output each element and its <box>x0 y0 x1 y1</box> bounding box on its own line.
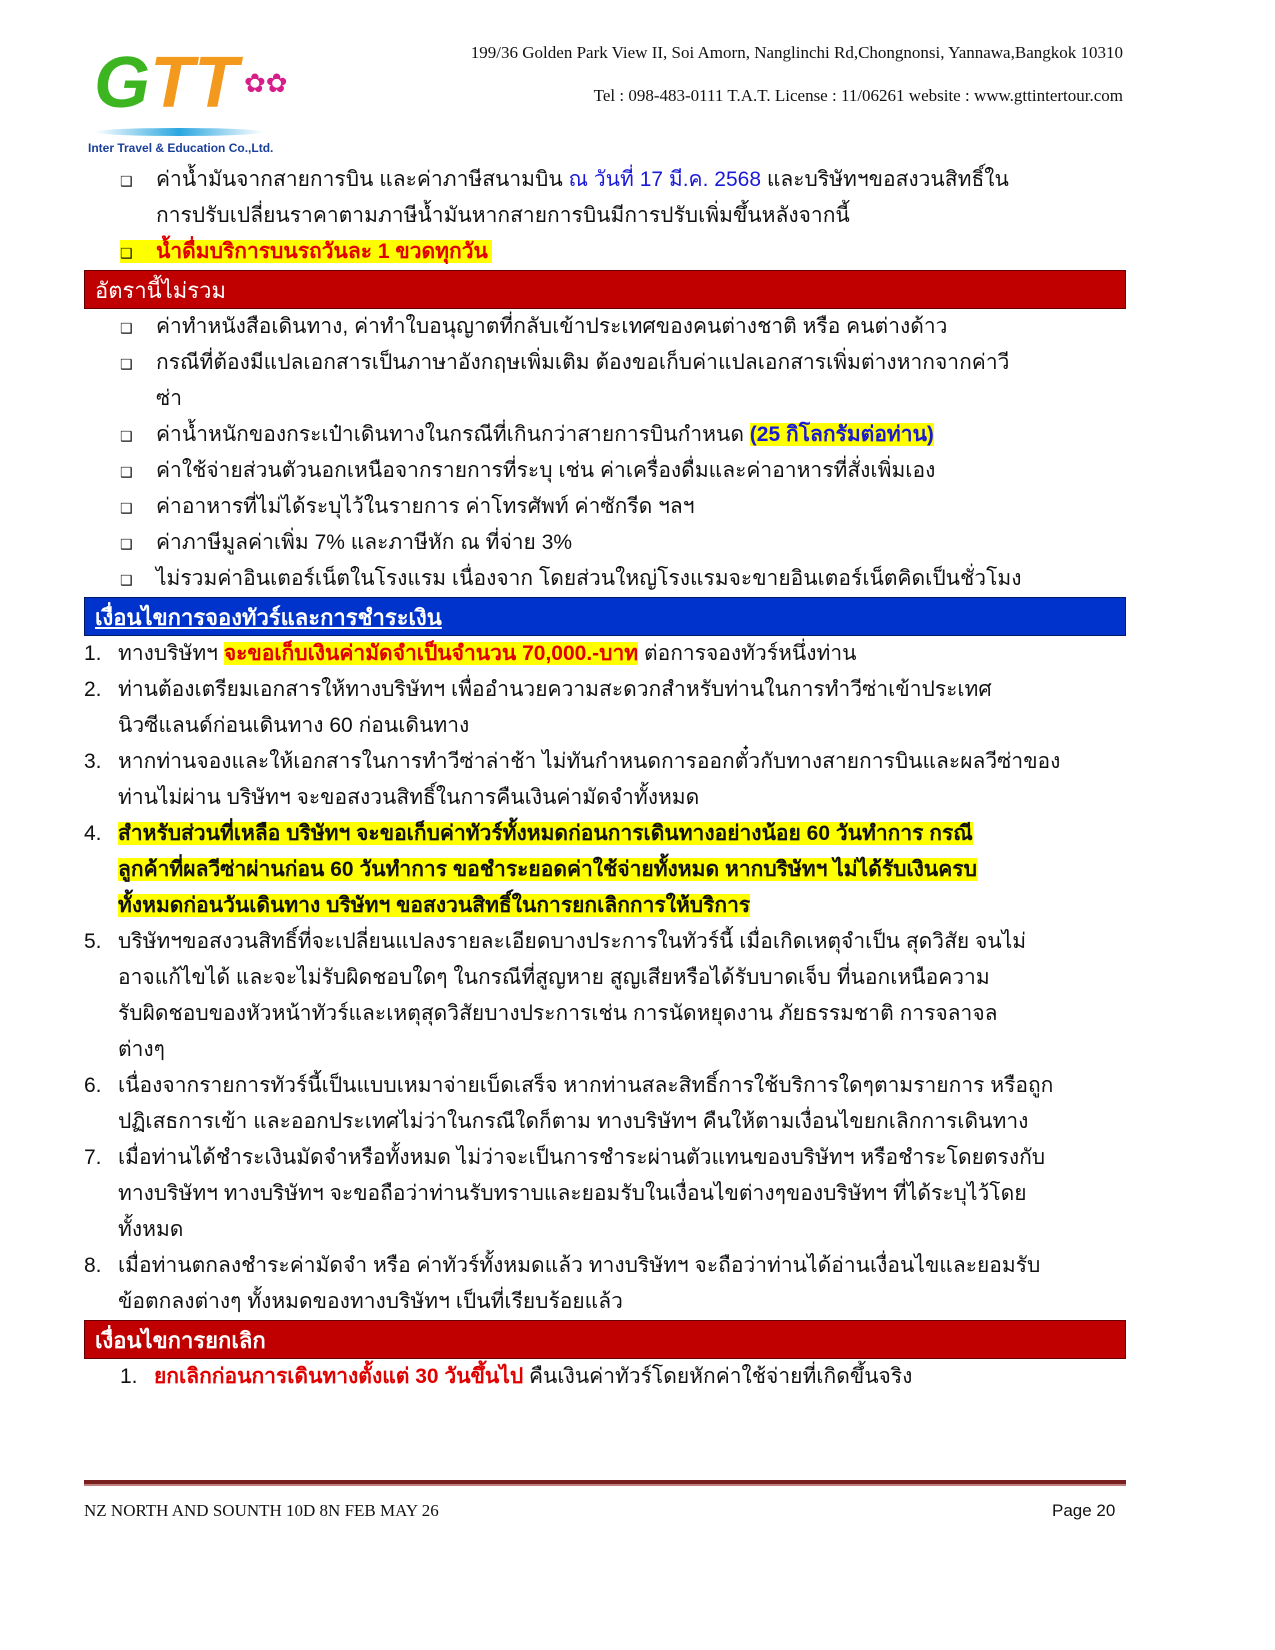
list-item <box>84 453 1126 489</box>
list-item <box>84 345 1126 381</box>
item-text: ค่าน้ำมันจากสายการบิน และค่าภาษีสนามบิน <box>156 168 569 191</box>
logo-mark <box>94 40 288 126</box>
checkbox-bullet-icon: ❑ <box>120 464 133 480</box>
item-text: สำหรับส่วนที่เหลือ บริษัทฯ จะขอเก็บค่าทัวร์ทั้งหมดก่อนการเดินทางอย่างน้อย 60 วันทำการ กรณี <box>118 822 973 845</box>
numbered-item <box>84 816 1126 852</box>
checkbox-bullet-icon: ❑ <box>120 356 133 372</box>
item-number: 1. <box>84 642 102 665</box>
item-text: กรณีที่ต้องมีแปลเอกสารเป็นภาษาอังกฤษเพิ่มเติม ต้องขอเก็บค่าแปลเอกสารเพิ่มต่างหากจากค่าวี <box>156 351 1010 374</box>
item-number: 5. <box>84 930 102 953</box>
item-date: ณ วันที่ 17 มี.ค. 2568 <box>568 168 761 191</box>
item-text: คืนเงินค่าทัวร์โดยหักค่าใช้จ่ายที่เกิดขึ้นจริง <box>523 1365 913 1388</box>
list-item-continued: ซ่า <box>156 387 183 410</box>
numbered-item <box>84 672 1126 708</box>
checkbox-bullet-icon: ❑ <box>120 536 133 552</box>
company-name: Inter Travel & Education Co.,Ltd. <box>88 141 274 155</box>
item-text: ต่อการจองทัวร์หนึ่งท่าน <box>638 642 857 665</box>
item-text: เนื่องจากรายการทัวร์นี้เป็นแบบเหมาจ่ายเบ็ดเสร็จ หากท่านสละสิทธิ์การใช้บริการใดๆตามรายการ หรือถูก <box>118 1074 1054 1097</box>
list-item <box>84 234 1126 270</box>
item-line <box>84 888 1126 924</box>
logo-letters: GTT <box>94 43 238 123</box>
item-number: 4. <box>84 822 102 845</box>
item-number: 3. <box>84 750 102 773</box>
item-text: ทั้งหมด <box>118 1218 184 1241</box>
item-text: ค่าอาหารที่ไม่ได้ระบุไว้ในรายการ ค่าโทรศัพท์ ค่าซักรีด ฯลฯ <box>156 495 695 518</box>
numbered-item <box>84 1068 1126 1104</box>
item-text: ค่าภาษีมูลค่าเพิ่ม 7% และภาษีหัก ณ ที่จ่าย 3% <box>156 531 573 554</box>
checkbox-bullet-icon: ❑ <box>120 500 133 516</box>
item-text: เมื่อท่านตกลงชำระค่ามัดจำ หรือ ค่าทัวร์ทั้งหมดแล้ว ทางบริษัทฯ จะถือว่าท่านได้อ่านเงื่อนไขและยอมรับ <box>118 1254 1041 1277</box>
numbered-item <box>84 924 1126 960</box>
checkbox-bullet-icon: ❑ <box>120 320 133 336</box>
checkbox-bullet-icon: ❑ <box>120 245 133 261</box>
item-text: ค่าน้ำหนักของกระเป๋าเดินทางในกรณีที่เกินกว่าสายการบินกำหนด <box>156 423 750 446</box>
item-text: ทางบริษัทฯ <box>118 642 224 665</box>
flower-icon: ✿✿ <box>243 68 288 98</box>
deposit-amount: จะขอเก็บเงินค่ามัดจำเป็นจำนวน 70,000.-บาท <box>223 642 639 665</box>
baggage-limit: (25 กิโลกรัมต่อท่าน) <box>749 423 934 446</box>
item-line <box>84 852 1126 888</box>
section-header-excluded: อัตรานี้ไม่รวม <box>84 270 1126 309</box>
item-text: ค่าใช้จ่ายส่วนตัวนอกเหนือจากรายการที่ระบุ เช่น ค่าเครื่องดื่มและค่าอาหารที่สั่งเพิ่มเอง <box>156 459 936 482</box>
item-number: 8. <box>84 1254 102 1277</box>
item-number: 7. <box>84 1146 102 1169</box>
company-address: 199/36 Golden Park View II, Soi Amorn, Nanglinchi Rd,Chongnonsi, Yannawa,Bangkok 10310 <box>470 43 1123 62</box>
list-item <box>84 525 1126 561</box>
checkbox-bullet-icon: ❑ <box>120 428 133 444</box>
item-text: บริษัทฯขอสงวนสิทธิ์ที่จะเปลี่ยนแปลงรายละเอียดบางประการในทัวร์นี้ เมื่อเกิดเหตุจำเป็น สุดวิสัย จนไม่ <box>118 930 1027 953</box>
company-contact: Tel : 098-483-0111 T.A.T. License : 11/06261 website : www.gttintertour.com <box>593 86 1123 105</box>
item-text: อาจแก้ไขได้ และจะไม่รับผิดชอบใดๆ ในกรณีที่สูญหาย สูญเสียหรือได้รับบาดเจ็บ ที่นอกเหนือความ <box>118 966 990 989</box>
list-item-continued: การปรับเปลี่ยนราคาตามภาษีน้ำมันหากสายการบินมีการปรับเพิ่มขึ้นหลังจากนี้ <box>156 204 850 227</box>
item-text: ลูกค้าที่ผลวีซ่าผ่านก่อน 60 วันทำการ ขอชำระยอดค่าใช้จ่ายทั้งหมด หากบริษัทฯ ไม่ได้รับเงินครบ <box>118 858 977 881</box>
list-item <box>84 489 1126 525</box>
item-text: ค่าทำหนังสือเดินทาง, ค่าทำใบอนุญาตที่กลับเข้าประเทศของคนต่างชาติ หรือ คนต่างด้าว <box>156 315 948 338</box>
company-logo <box>88 40 308 158</box>
document-body <box>84 162 1126 1395</box>
item-text: ยกเลิกก่อนการเดินทางตั้งแต่ 30 วันขึ้นไป <box>154 1365 524 1388</box>
section-header-booking: เงื่อนไขการจองทัวร์และการชำระเงิน <box>84 597 1126 636</box>
item-text: ข้อตกลงต่างๆ ทั้งหมดของทางบริษัทฯ เป็นที่เรียบร้อยแล้ว <box>118 1290 623 1313</box>
numbered-item <box>84 1248 1126 1284</box>
item-number: 1. <box>120 1365 138 1388</box>
item-text: ท่านไม่ผ่าน บริษัทฯ จะขอสงวนสิทธิ์ในการคืนเงินค่ามัดจำทั้งหมด <box>118 786 700 809</box>
item-text: น้ำดื่มบริการบนรถวันละ 1 ขวดทุกวัน <box>156 240 488 263</box>
item-text: ท่านต้องเตรียมเอกสารให้ทางบริษัทฯ เพื่ออำนวยความสะดวกสำหรับท่านในการทำวีซ่าเข้าประเทศ <box>118 678 992 701</box>
item-text: ไม่รวมค่าอินเตอร์เน็ตในโรงแรม เนื่องจาก โดยส่วนใหญ่โรงแรมจะขายอินเตอร์เน็ตคิดเป็นชั่วโมง <box>156 567 1022 590</box>
footer-divider <box>84 1480 1126 1486</box>
item-text: ทางบริษัทฯ ทางบริษัทฯ จะขอถือว่าท่านรับทราบและยอมรับในเงื่อนไขต่างๆของบริษัทฯ ที่ได้ระบุไว้โดย <box>118 1182 1027 1205</box>
list-item <box>84 417 1126 453</box>
list-item <box>84 162 1126 198</box>
numbered-item <box>84 636 1126 672</box>
item-text: หากท่านจองและให้เอกสารในการทำวีซ่าล่าช้า ไม่ทันกำหนดการออกตั๋วกับทางสายการบินและผลวีซ่าของ <box>118 750 1061 773</box>
item-text: นิวซีแลนด์ก่อนเดินทาง 60 ก่อนเดินทาง <box>118 714 470 737</box>
list-item <box>84 309 1126 345</box>
item-number: 2. <box>84 678 102 701</box>
numbered-item <box>84 1359 1126 1395</box>
item-number: 6. <box>84 1074 102 1097</box>
item-text: เมื่อท่านได้ชำระเงินมัดจำหรือทั้งหมด ไม่ว่าจะเป็นการชำระผ่านตัวแทนของบริษัทฯ หรือชำระโดยตรงกับ <box>118 1146 1046 1169</box>
checkbox-bullet-icon: ❑ <box>120 173 133 189</box>
numbered-item <box>84 744 1126 780</box>
item-text: ทั้งหมดก่อนวันเดินทาง บริษัทฯ ขอสงวนสิทธิ์ในการยกเลิกการให้บริการ <box>118 894 751 917</box>
footer-tour-code: NZ NORTH AND SOUNTH 10D 8N FEB MAY 26 <box>84 1501 439 1520</box>
item-text: ปฏิเสธการเข้า และออกประเทศไม่ว่าในกรณีใดก็ตาม ทางบริษัทฯ คืนให้ตามเงื่อนไขยกเลิกการเดินทาง <box>118 1110 1029 1133</box>
section-header-cancel: เงื่อนไขการยกเลิก <box>84 1320 1126 1359</box>
wave-decoration <box>94 128 264 136</box>
list-item <box>84 561 1126 597</box>
numbered-item <box>84 1140 1126 1176</box>
checkbox-bullet-icon: ❑ <box>120 572 133 588</box>
page-number: Page 20 <box>1052 1501 1116 1520</box>
item-text: รับผิดชอบของหัวหน้าทัวร์และเหตุสุดวิสัยบางประการเช่น การนัดหยุดงาน ภัยธรรมชาติ การจลาจล <box>118 1002 998 1025</box>
item-text: ต่างๆ <box>118 1038 165 1061</box>
item-text: และบริษัทฯขอสงวนสิทธิ์ใน <box>761 168 1009 191</box>
